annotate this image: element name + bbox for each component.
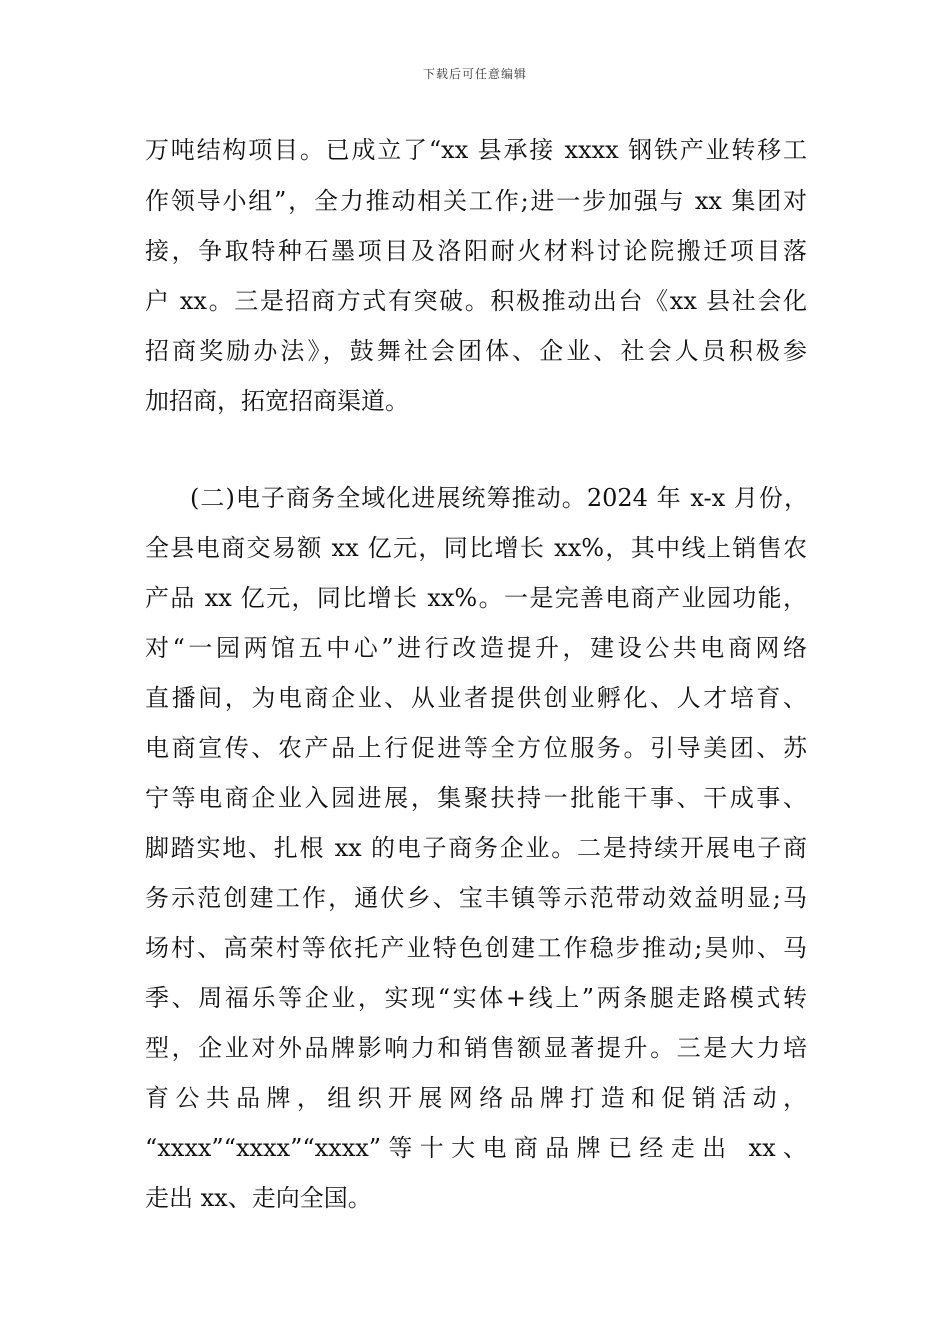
paragraph-line: 产品 xx 亿元，同比增长 xx%。一是完善电商产业园功能，: [145, 584, 807, 612]
paragraph-line: 万吨结构项目。已成立了“xx 县承接 xxxx 钢铁产业转移工: [145, 136, 807, 164]
paragraph-line: 脚踏实地、扎根 xx 的电子商务企业。二是持续开展电子商: [145, 834, 807, 862]
paragraph-line: 走出 xx、走向全国。: [145, 1184, 372, 1212]
paragraph-line: 电商宣传、农产品上行促进等全方位服务。引导美团、苏: [145, 734, 807, 762]
paragraph-line: 宁等电商企业入园进展，集聚扶持一批能干事、干成事、: [145, 784, 807, 812]
paragraph-line: 接，争取特种石墨项目及洛阳耐火材料讨论院搬迁项目落: [145, 237, 807, 265]
paragraph-line: 招商奖励办法》，鼓舞社会团体、企业、社会人员积极参: [145, 337, 807, 365]
paragraph-line: 户 xx。三是招商方式有突破。积极推动出台《xx 县社会化: [145, 287, 807, 315]
paragraph-line: 季、周福乐等企业，实现“实体+线上”两条腿走路模式转: [145, 984, 807, 1012]
paragraph-line: 作领导小组”，全力推动相关工作;进一步加强与 xx 集团对: [145, 187, 807, 215]
paragraph-line: 全县电商交易额 xx 亿元，同比增长 xx%，其中线上销售农: [145, 534, 807, 562]
paragraph-line: 场村、高荣村等依托产业特色创建工作稳步推动;昊帅、马: [145, 934, 807, 962]
paragraph-line: “xxxx”“xxxx”“xxxx”等十大电商品牌已经走出 xx、: [145, 1134, 807, 1162]
paragraph-line: 务示范创建工作，通伏乡、宝丰镇等示范带动效益明显;马: [145, 884, 807, 912]
paragraph-line: 加招商，拓宽招商渠道。: [145, 387, 409, 415]
paragraph-line: 对“一园两馆五中心”进行改造提升，建设公共电商网络: [145, 634, 807, 662]
paragraph-line: (二)电子商务全域化进展统筹推动。2024 年 x-x 月份，: [190, 484, 808, 512]
paragraph-line: 型，企业对外品牌影响力和销售额显著提升。三是大力培: [145, 1034, 807, 1062]
paragraph-line: 育公共品牌，组织开展网络品牌打造和促销活动，: [145, 1084, 807, 1112]
page-header: 下载后可任意编辑: [422, 67, 527, 81]
paragraph-line: 直播间，为电商企业、从业者提供创业孵化、人才培育、: [145, 684, 807, 712]
